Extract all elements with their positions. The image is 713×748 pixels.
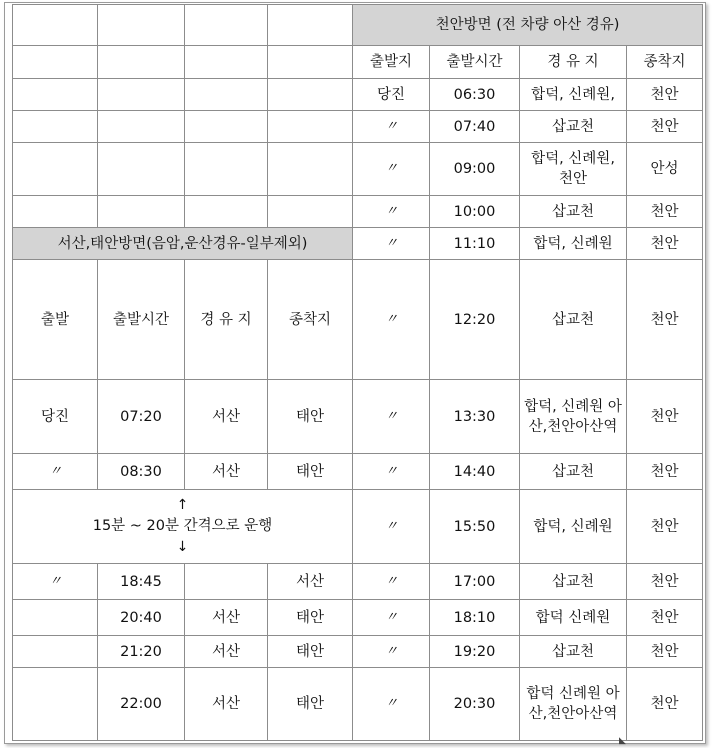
cheonan-time: 09:00 xyxy=(430,143,520,196)
cheonan-time: 06:30 xyxy=(430,79,520,111)
table-row xyxy=(13,260,703,380)
seosan-time: 22:00 xyxy=(98,668,185,741)
cheonan-destination: 천안 xyxy=(627,490,703,564)
empty-cell xyxy=(98,111,185,143)
empty-cell xyxy=(98,196,185,228)
seosan-destination: 태안 xyxy=(268,600,353,636)
cheonan-via: 합덕 신례원 xyxy=(520,600,627,636)
seosan-time: 21:20 xyxy=(98,636,185,668)
seosan-origin xyxy=(13,636,98,668)
cheonan-via: 삽교천 xyxy=(520,260,627,380)
table-row xyxy=(13,5,703,46)
cheonan-via: 합덕 신례원 아산,천안아산역 xyxy=(520,668,627,741)
cheonan-header-origin: 출발지 xyxy=(353,46,430,79)
empty-cell xyxy=(13,111,98,143)
cheonan-time: 10:00 xyxy=(430,196,520,228)
cheonan-origin: 〃 xyxy=(353,454,430,490)
cheonan-via: 삽교천 xyxy=(520,196,627,228)
bus-timetable xyxy=(12,4,703,741)
seosan-time: 07:20 xyxy=(98,380,185,454)
cheonan-via: 삽교천 xyxy=(520,454,627,490)
cheonan-via: 합덕, 신례원, xyxy=(520,79,627,111)
seosan-via: 서산 xyxy=(185,600,268,636)
cheonan-time: 20:30 xyxy=(430,668,520,741)
seosan-via: 서산 xyxy=(185,668,268,741)
seosan-via xyxy=(185,564,268,600)
table-row xyxy=(13,668,703,741)
seosan-origin xyxy=(13,600,98,636)
empty-cell xyxy=(268,196,353,228)
seosan-header-via: 경 유 지 xyxy=(185,260,268,380)
table-row xyxy=(13,111,703,143)
seosan-destination: 태안 xyxy=(268,380,353,454)
cheonan-origin: 〃 xyxy=(353,196,430,228)
empty-cell xyxy=(185,46,268,79)
seosan-destination: 태안 xyxy=(268,454,353,490)
cheonan-via: 합덕, 신례원 아산,천안아산역 xyxy=(520,380,627,454)
seosan-destination: 태안 xyxy=(268,668,353,741)
table-row xyxy=(13,600,703,636)
cursor-icon: ◣ xyxy=(619,736,626,746)
cheonan-destination: 안성 xyxy=(627,143,703,196)
empty-cell xyxy=(185,196,268,228)
cheonan-destination: 천안 xyxy=(627,228,703,260)
empty-cell xyxy=(98,143,185,196)
table-row xyxy=(13,46,703,79)
cheonan-origin: 〃 xyxy=(353,490,430,564)
seosan-header-time: 출발시간 xyxy=(98,260,185,380)
seosan-via: 서산 xyxy=(185,380,268,454)
cheonan-time: 15:50 xyxy=(430,490,520,564)
table-row xyxy=(13,79,703,111)
cheonan-via: 삽교천 xyxy=(520,564,627,600)
cheonan-header-time: 출발시간 xyxy=(430,46,520,79)
seosan-via: 서산 xyxy=(185,636,268,668)
cheonan-destination: 천안 xyxy=(627,196,703,228)
cheonan-via: 합덕, 신례원, 천안 xyxy=(520,143,627,196)
empty-cell xyxy=(13,143,98,196)
cheonan-time: 17:00 xyxy=(430,564,520,600)
cheonan-destination: 천안 xyxy=(627,380,703,454)
empty-cell xyxy=(13,79,98,111)
seosan-header-origin: 출발 xyxy=(13,260,98,380)
empty-cell xyxy=(185,79,268,111)
cheonan-time: 18:10 xyxy=(430,600,520,636)
table-row xyxy=(13,380,703,454)
empty-cell xyxy=(268,46,353,79)
cheonan-time: 12:20 xyxy=(430,260,520,380)
table-row xyxy=(13,228,703,260)
table-row xyxy=(13,454,703,490)
empty-cell xyxy=(268,111,353,143)
cheonan-origin: 〃 xyxy=(353,260,430,380)
cheonan-destination: 천안 xyxy=(627,79,703,111)
empty-cell xyxy=(185,111,268,143)
cheonan-time: 07:40 xyxy=(430,111,520,143)
cheonan-header-via: 경 유 지 xyxy=(520,46,627,79)
seosan-destination: 서산 xyxy=(268,564,353,600)
cheonan-origin: 〃 xyxy=(353,380,430,454)
cheonan-time: 13:30 xyxy=(430,380,520,454)
cheonan-time: 14:40 xyxy=(430,454,520,490)
table-row xyxy=(13,196,703,228)
interval-note xyxy=(13,490,353,564)
seosan-time: 18:45 xyxy=(98,564,185,600)
empty-cell xyxy=(268,79,353,111)
cheonan-time: 11:10 xyxy=(430,228,520,260)
cheonan-origin: 〃 xyxy=(353,600,430,636)
table-row xyxy=(13,636,703,668)
seosan-origin xyxy=(13,668,98,741)
seosan-origin: 당진 xyxy=(13,380,98,454)
empty-cell xyxy=(185,143,268,196)
cheonan-destination: 천안 xyxy=(627,600,703,636)
seosan-header-destination: 종착지 xyxy=(268,260,353,380)
cheonan-destination: 천안 xyxy=(627,111,703,143)
seosan-section-title: 서산,태안방면(음암,운산경유-일부제외) xyxy=(13,228,353,260)
cheonan-section-title: 천안방면 (전 차량 아산 경유) xyxy=(353,5,703,46)
cheonan-destination: 천안 xyxy=(627,454,703,490)
empty-cell xyxy=(98,5,185,46)
table-row xyxy=(13,143,703,196)
seosan-origin: 〃 xyxy=(13,564,98,600)
seosan-time: 08:30 xyxy=(98,454,185,490)
table-row xyxy=(13,564,703,600)
cheonan-origin: 〃 xyxy=(353,636,430,668)
cheonan-destination: 천안 xyxy=(627,260,703,380)
cheonan-origin: 〃 xyxy=(353,228,430,260)
empty-cell xyxy=(13,196,98,228)
empty-cell xyxy=(268,143,353,196)
cheonan-via: 삽교천 xyxy=(520,111,627,143)
cheonan-time: 19:20 xyxy=(430,636,520,668)
cheonan-via: 삽교천 xyxy=(520,636,627,668)
empty-cell xyxy=(268,5,353,46)
empty-cell xyxy=(185,5,268,46)
table-row xyxy=(13,490,703,564)
cheonan-origin: 〃 xyxy=(353,564,430,600)
empty-cell xyxy=(98,46,185,79)
seosan-time: 20:40 xyxy=(98,600,185,636)
seosan-via: 서산 xyxy=(185,454,268,490)
empty-cell xyxy=(13,5,98,46)
seosan-origin: 〃 xyxy=(13,454,98,490)
cheonan-destination: 천안 xyxy=(627,636,703,668)
seosan-destination: 태안 xyxy=(268,636,353,668)
cheonan-destination: 천안 xyxy=(627,564,703,600)
cheonan-origin: 당진 xyxy=(353,79,430,111)
cheonan-origin: 〃 xyxy=(353,111,430,143)
empty-cell xyxy=(98,79,185,111)
empty-cell xyxy=(13,46,98,79)
cheonan-via: 합덕, 신례원 xyxy=(520,228,627,260)
cheonan-via: 합덕, 신례원 xyxy=(520,490,627,564)
cheonan-origin: 〃 xyxy=(353,668,430,741)
cheonan-destination: 천안 xyxy=(627,668,703,741)
interval-text: 15분 ~ 20분 간격으로 운행 xyxy=(92,518,273,534)
cheonan-origin: 〃 xyxy=(353,143,430,196)
arrow-up-icon: ↑ xyxy=(176,497,189,513)
cheonan-header-destination: 종착지 xyxy=(627,46,703,79)
arrow-down-icon: ↓ xyxy=(176,539,189,555)
